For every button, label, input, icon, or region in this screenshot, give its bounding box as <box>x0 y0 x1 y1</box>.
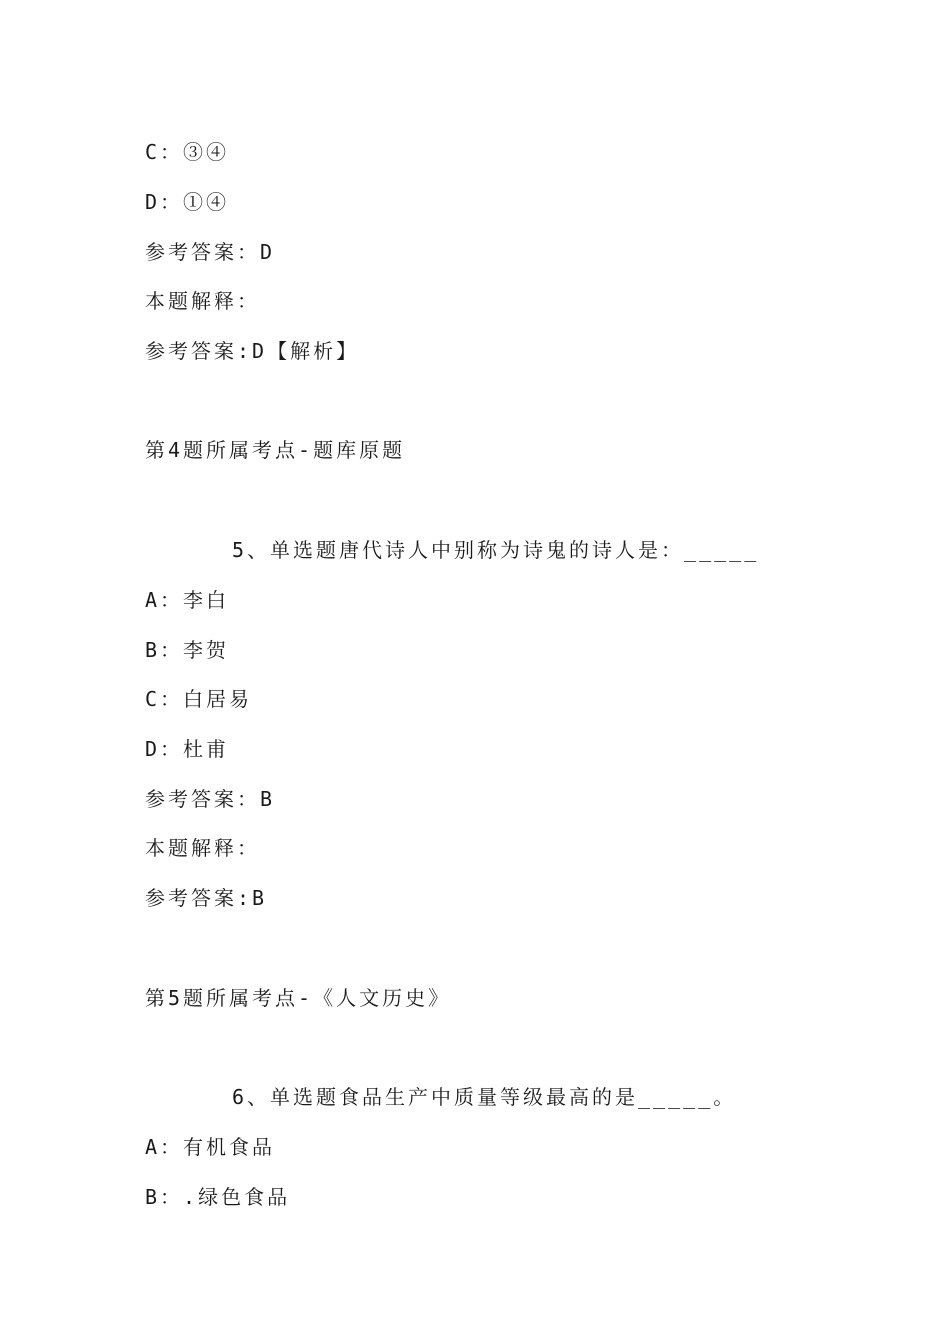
q4-topic: 第4题所属考点-题库原题 <box>145 438 406 462</box>
q5-answer: 参考答案：B <box>145 787 276 811</box>
q5-option-c: C：白居易 <box>145 687 253 711</box>
q6-option-a: A：有机食品 <box>145 1135 276 1159</box>
q4-explanation-text: 参考答案:D【解析】 <box>145 339 360 363</box>
q5-explanation-text: 参考答案:B <box>145 886 268 910</box>
q4-option-c: C：③④ <box>145 140 230 164</box>
q6-option-b: B：.绿色食品 <box>145 1185 291 1209</box>
q4-explanation-label: 本题解释： <box>145 289 260 313</box>
q5-option-b: B：李贺 <box>145 638 230 662</box>
q4-option-d: D：①④ <box>145 190 230 214</box>
q5-option-d: D：杜甫 <box>145 737 230 761</box>
q5-explanation-label: 本题解释： <box>145 836 260 860</box>
q4-answer: 参考答案：D <box>145 240 276 264</box>
q6-title: 6、单选题食品生产中质量等级最高的是_____。 <box>232 1085 737 1109</box>
q5-title: 5、单选题唐代诗人中别称为诗鬼的诗人是：_____ <box>232 538 760 562</box>
q5-topic: 第5题所属考点-《人文历史》 <box>145 986 452 1010</box>
q5-option-a: A：李白 <box>145 588 230 612</box>
